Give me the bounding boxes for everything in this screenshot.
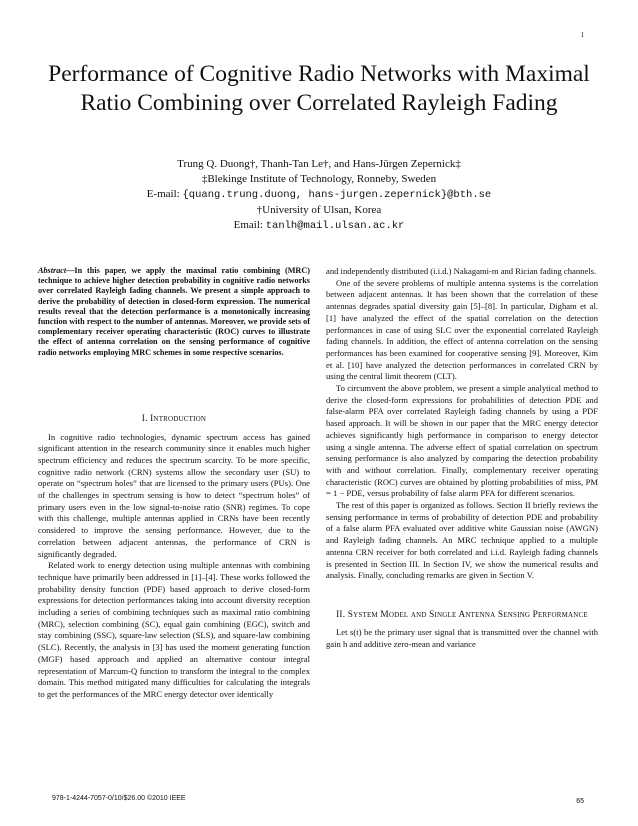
email-label-1: E-mail:: [146, 188, 183, 200]
author-names: Trung Q. Duong†, Thanh-Tan Le†, and Hans-Jürgen Zepernick‡: [177, 158, 461, 170]
body-paragraph: and independently distributed (i.i.d.) Nakagami-m and Rician fading channels.: [326, 266, 597, 276]
affiliation-2: †University of Ulsan, Korea: [256, 204, 382, 216]
intro-heading: I. Introduction: [141, 413, 207, 424]
affiliation-1: ‡Blekinge Institute of Technology, Ronneby, Sweden: [201, 173, 437, 185]
abstract-text: —In this paper, we apply the maximal ratio combining (MRC) technique to achieve higher detection probability in cognitive radio networks over correlated Rayleigh fading channels. We present a simple approach to derive the probability of detection in closed-form expression. The numerical results reveal that the detection performance is a monotonically increasing function with respect to the number of antennas. Moreover, we provide sets of complementary receiver operating characteristic (ROC) curves to illustrate the effect of antenna correlation on the sensing performance of cognitive radio networks employing MRC schemes in some respective scenarios.: [38, 266, 310, 357]
intro-paragraph: In cognitive radio technologies, dynamic spectrum access has gained significant attention in the research community since it enables much higher spectrum efficiency and reduces the spectrum scarcity. To be more specific, cognitive radio network (CRN) systems allow the secondary user (SU) to operate on “spectrum holes” that are licensed to the primary users (PUs). One of the challenges in spectrum sensing is how to detect “spectrum holes” of primary users even in the low signal-to-noise ratio (SNR) regimes. To cope with this challenge, multiple antennas applied in CRNs have been recently considered to improve the sensing performance. However, due to the correlation between adjacent antennas, the performance of CRN is significantly degraded.: [38, 431, 310, 559]
copyright-footer: 978-1-4244-7057-0/10/$26.00 ©2010 IEEE: [52, 795, 186, 802]
intro-paragraph: Related work to energy detection using multiple antennas with combining technique have primarily been addressed in [1]–[4]. These works followed the probability density function (PDF) based approach to derive closed-form expressions for detection performances taking into account diversity reception including a series of combining techniques such as maximal ratio combining (MRC), selection combining (SC), equal gain combining (EGC), switch and stay combining (SSC), square-law selection (SLS), and square-law combining (SLC). Recently, the analysis in [3] has used the moment generating function (MGF) based approach and applied an alternative contour integral representation of Marcum-Q function to transform the integral to the complex domain. This method mitigated many difficulties for calculating the integrals to get the performances of the MRC energy detector over identically: [38, 560, 310, 699]
email-address-1: {quang.trung.duong, hans-jurgen.zepernick}@bth.se: [182, 189, 492, 201]
author-block: [40, 157, 598, 234]
email-line-1: [40, 187, 598, 203]
body-paragraph: Let s(t) be the primary user signal that is transmitted over the channel with gain h and additive zero-mean and variance: [326, 627, 598, 650]
email-line-2: [40, 218, 598, 234]
footer-page-number: 65: [576, 798, 584, 805]
body-paragraph: One of the severe problems of multiple antenna systems is the correlation between adjacent antennas. It has been shown that the correlation of these antennas degrades spatial diversity gain [5]–[8]. In particular, Digham et al. [1] have analyzed the effect of the spatial correlation on the detection performances in case of using SLC over the exponential correlated Rayleigh fading channels. In addition, the effect of antenna correlation on the sensing performances has been examined for cooperative sensing [9]. Moreover, Kim et al. [10] have analyzed the detection performances in correlated CRN by using the central limit theorem (CLT).: [326, 277, 598, 382]
email-label-2: Email:: [233, 219, 266, 231]
right-column: [326, 266, 598, 651]
system-model-heading: II. System Model and Single Antenna Sensing Performance: [336, 609, 588, 620]
page-number: 1: [580, 31, 584, 39]
abstract-lead: Abstract: [38, 266, 67, 275]
body-paragraph: The rest of this paper is organized as follows. Section II briefly reviews the sensing performance in terms of probability of detection PDE and probability of a false alarm PFA evaluated over additive white Gaussian noise (AWGN) and Rayleigh fading channels. An MRC technique applied to a multiple antenna CRN receiver for both correlated and i.i.d. Rayleigh fading channels is presented in Section III. In Section IV, we show the numerical results and analysis. Finally, concluding remarks are given in Section V.: [326, 500, 598, 581]
abstract: [38, 266, 310, 358]
paper-title: Performance of Cognitive Radio Networks with Maximal Ratio Combining over Correlated Rayleigh Fading: [48, 61, 590, 116]
left-column: [38, 266, 310, 701]
body-paragraph: To circumvent the above problem, we present a simple analytical method to derive the closed-form expressions for probabilities of detection PDE and false-alarm PFA over correlated Rayleigh fading channels by using a PDF based approach. It will be shown in our paper that the MRC energy detector achieves significantly high performance in comparison to energy detector using a single antenna. The adverse effect of spatial correlation on spectrum sensing performance is also analyzed by comparing the detection probability with and without correlation. Finally, complementary receiver operating characteristic (ROC) curves are obtained by plotting probabilities of miss, PM = 1 − PDE, versus probability of false alarm PFA for different scenarios.: [326, 383, 598, 499]
email-address-2: tanlh@mail.ulsan.ac.kr: [265, 220, 405, 232]
